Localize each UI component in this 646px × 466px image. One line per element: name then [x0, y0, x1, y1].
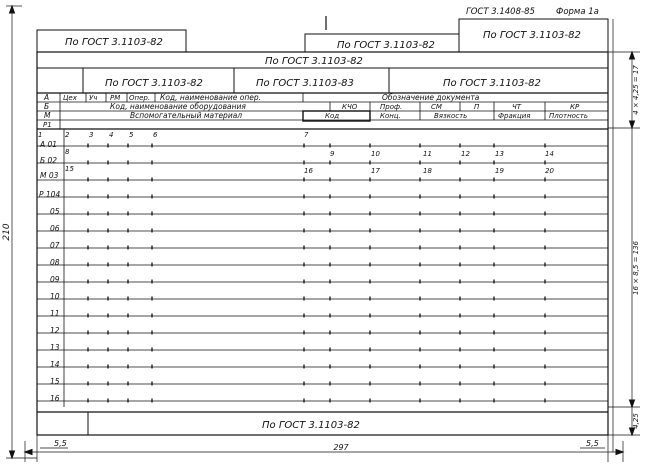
line-label-07: 07 — [50, 241, 60, 250]
line-label-11: 11 — [50, 309, 60, 318]
mark-11: 11 — [423, 150, 432, 158]
mark-8: 8 — [65, 148, 70, 156]
row-a-col-oper: Опер. — [129, 94, 151, 102]
line-label-01: А 01 — [40, 140, 58, 149]
row-m-material: Вспомогательный материал — [130, 111, 243, 120]
column-number-6: 6 — [153, 131, 158, 139]
line-label-05: 05 — [50, 207, 60, 216]
line-label-10: 10 — [50, 292, 60, 301]
block-top-middle-text: По ГОСТ 3.1103-82 — [337, 40, 435, 51]
row-a-code: Код, наименование опер. — [160, 93, 262, 102]
block-row3-left-text: По ГОСТ 3.1103-82 — [105, 78, 203, 89]
row-b-col-kr: КР — [570, 103, 580, 111]
mark-12: 12 — [461, 150, 470, 158]
column-number-3: 3 — [89, 131, 94, 139]
line-label-08: 08 — [50, 258, 60, 267]
row-a-col-rm: РМ — [110, 94, 121, 102]
line-label-09: 09 — [50, 275, 60, 284]
column-number-2: 2 — [65, 131, 70, 139]
mark-15: 15 — [65, 165, 74, 173]
line-label-14: 14 — [50, 360, 60, 369]
line-label-03: М 03 — [40, 171, 59, 180]
column-number-4: 4 — [109, 131, 114, 139]
row-b-col-sm: СМ — [431, 103, 442, 111]
mark-13: 13 — [495, 150, 504, 158]
row-p-letter: Р1 — [43, 121, 52, 129]
form-label: Форма 1а — [556, 7, 599, 17]
row-m-col-frakciya: Фракция — [498, 112, 531, 120]
body-row-lines — [37, 146, 608, 401]
line-label-06: 06 — [50, 224, 60, 233]
row-m-col-konc: Конц. — [380, 112, 401, 120]
line-label-13: 13 — [50, 343, 60, 352]
line-label-04: Р 104 — [39, 190, 61, 199]
dim-right-margin: 5,5 — [586, 439, 599, 448]
mark-9: 9 — [330, 150, 335, 158]
line-label-15: 15 — [50, 377, 60, 386]
row-b-col-kcho: КЧО — [342, 103, 358, 111]
line-labels — [39, 140, 60, 403]
block-bottom-text: По ГОСТ 3.1103-82 — [262, 420, 360, 431]
dim-left-margin: 5,5 — [54, 439, 67, 448]
mark-10: 10 — [371, 150, 380, 158]
dim-bottom-row: 4,25 — [632, 413, 640, 429]
body-tick-marks — [88, 144, 545, 403]
row-b-col-cht: ЧТ — [512, 103, 522, 111]
mark-17: 17 — [371, 167, 380, 175]
line-label-02: Б 02 — [40, 156, 58, 165]
row-a-col-uch: Уч — [89, 94, 98, 102]
mark-20: 20 — [545, 167, 554, 175]
mark-16: 16 — [304, 167, 313, 175]
dimension-arrows — [10, 6, 635, 458]
row-m-col-vyazkost: Вязкость — [434, 112, 468, 120]
dim-width-total: 297 — [333, 443, 349, 452]
row-a-letter: А — [44, 93, 50, 102]
dim-height-total: 210 — [2, 223, 12, 241]
standard-label: ГОСТ 3.1408-85 — [466, 7, 535, 17]
block-row3-right-text: По ГОСТ 3.1103-82 — [443, 78, 541, 89]
row-m-col-plotnost: Плотность — [549, 112, 589, 120]
row-a-col-ceh: Цех — [63, 94, 77, 102]
column-number-5: 5 — [129, 131, 134, 139]
block-row3-middle-text: По ГОСТ 3.1103-83 — [256, 78, 354, 89]
block-wide-text: По ГОСТ 3.1103-82 — [265, 56, 363, 67]
row-b-col-prof: Проф. — [380, 103, 403, 111]
column-number-7: 7 — [304, 131, 309, 139]
block-top-left-text: По ГОСТ 3.1103-82 — [65, 37, 163, 48]
mark-14: 14 — [545, 150, 554, 158]
column-number-1: 1 — [38, 131, 43, 139]
row-b-equipment: Код, наименование оборудования — [110, 102, 246, 111]
dim-body-rows: 16 × 8,5 = 136 — [632, 240, 640, 296]
block-top-right-text: По ГОСТ 3.1103-82 — [483, 30, 581, 41]
row-a-document: Обозначение документа — [382, 93, 480, 102]
line-label-16: 16 — [50, 394, 60, 403]
row-b-letter: Б — [44, 102, 50, 111]
mark-18: 18 — [423, 167, 432, 175]
row-m-letter: М — [44, 111, 51, 120]
dimension-lines — [6, 6, 640, 462]
dim-header-rows: 4 × 4,25 = 17 — [632, 65, 640, 115]
line-label-12: 12 — [50, 326, 60, 335]
mark-19: 19 — [495, 167, 504, 175]
row-b-col-p: П — [474, 103, 480, 111]
row-m-col-kod: Код — [325, 112, 340, 120]
